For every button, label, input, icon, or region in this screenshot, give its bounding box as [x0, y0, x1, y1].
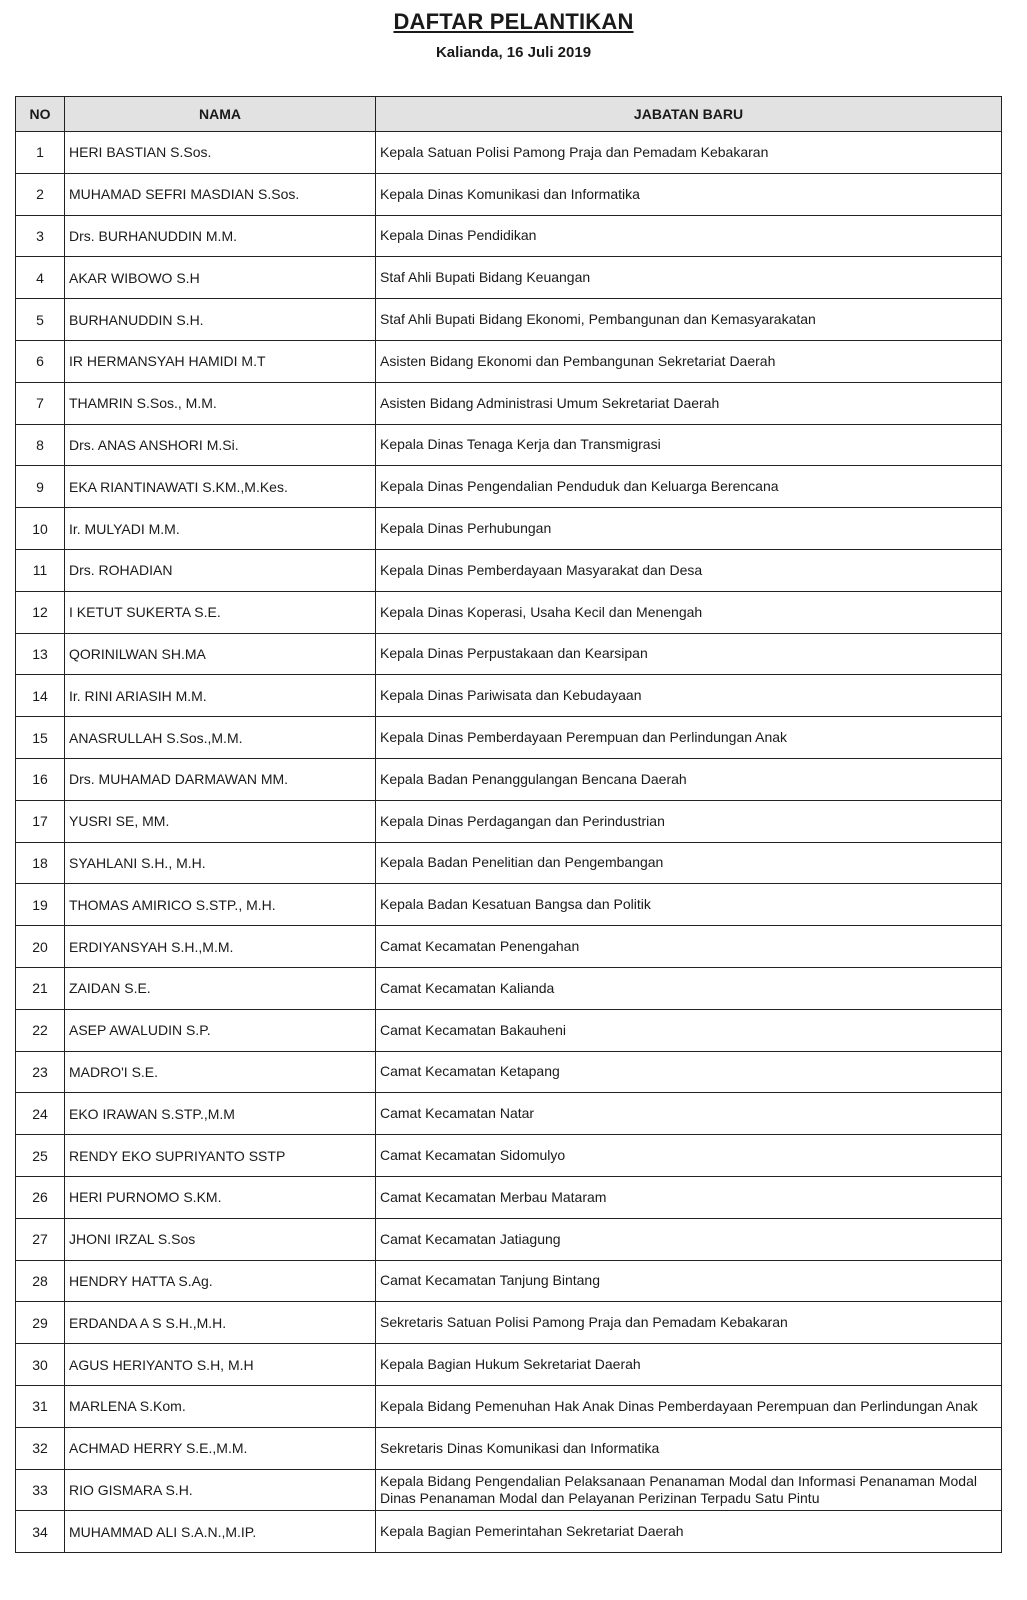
- table-row: [16, 466, 1002, 508]
- table-row: [16, 1385, 1002, 1427]
- row-jabatan: Kepala Satuan Polisi Pamong Praja dan Pemadam Kebakaran: [376, 132, 1002, 174]
- row-jabatan: Camat Kecamatan Penengahan: [376, 926, 1002, 968]
- row-nama: Drs. ROHADIAN: [65, 549, 376, 591]
- row-no: 11: [16, 549, 65, 591]
- header-nama: NAMA: [65, 97, 376, 132]
- row-no: 7: [16, 382, 65, 424]
- table-row: [16, 1093, 1002, 1135]
- row-jabatan: Kepala Dinas Perhubungan: [376, 508, 1002, 550]
- row-no: 19: [16, 884, 65, 926]
- row-jabatan: Kepala Dinas Tenaga Kerja dan Transmigrasi: [376, 424, 1002, 466]
- row-jabatan: Kepala Dinas Pendidikan: [376, 215, 1002, 257]
- row-nama: Drs. BURHANUDDIN M.M.: [65, 215, 376, 257]
- row-nama: JHONI IRZAL S.Sos: [65, 1218, 376, 1260]
- table-row: [16, 1009, 1002, 1051]
- row-nama: RENDY EKO SUPRIYANTO SSTP: [65, 1135, 376, 1177]
- row-nama: ANASRULLAH S.Sos.,M.M.: [65, 717, 376, 759]
- row-no: 33: [16, 1469, 65, 1511]
- row-jabatan: Kepala Bidang Pengendalian Pelaksanaan Penanaman Modal dan Informasi Penanaman Modal Dinas Penanaman Modal dan Pelayanan Perizinan Terpadu Satu Pintu: [376, 1469, 1002, 1511]
- row-no: 26: [16, 1176, 65, 1218]
- row-jabatan: Camat Kecamatan Tanjung Bintang: [376, 1260, 1002, 1302]
- row-no: 32: [16, 1427, 65, 1469]
- table-row: [16, 173, 1002, 215]
- table-row: [16, 1135, 1002, 1177]
- row-jabatan: Camat Kecamatan Sidomulyo: [376, 1135, 1002, 1177]
- row-nama: SYAHLANI S.H., M.H.: [65, 842, 376, 884]
- row-jabatan: Kepala Badan Penelitian dan Pengembangan: [376, 842, 1002, 884]
- row-nama: Ir. RINI ARIASIH M.M.: [65, 675, 376, 717]
- row-no: 12: [16, 591, 65, 633]
- row-no: 29: [16, 1302, 65, 1344]
- row-jabatan: Kepala Bidang Pemenuhan Hak Anak Dinas Pemberdayaan Perempuan dan Perlindungan Anak: [376, 1385, 1002, 1427]
- row-jabatan: Kepala Badan Penanggulangan Bencana Daerah: [376, 758, 1002, 800]
- row-jabatan: Camat Kecamatan Kalianda: [376, 967, 1002, 1009]
- row-jabatan: Kepala Dinas Perdagangan dan Perindustrian: [376, 800, 1002, 842]
- table-body: [16, 132, 1002, 1553]
- table-row: [16, 1427, 1002, 1469]
- row-jabatan: Kepala Bagian Pemerintahan Sekretariat Daerah: [376, 1511, 1002, 1553]
- row-nama: EKA RIANTINAWATI S.KM.,M.Kes.: [65, 466, 376, 508]
- row-jabatan: Camat Kecamatan Jatiagung: [376, 1218, 1002, 1260]
- row-no: 4: [16, 257, 65, 299]
- table-row: [16, 1511, 1002, 1553]
- row-jabatan: Staf Ahli Bupati Bidang Keuangan: [376, 257, 1002, 299]
- table-row: [16, 591, 1002, 633]
- table-header-row: [16, 97, 1002, 132]
- table-row: [16, 926, 1002, 968]
- row-no: 8: [16, 424, 65, 466]
- header-jabatan: JABATAN BARU: [376, 97, 1002, 132]
- row-no: 13: [16, 633, 65, 675]
- row-nama: I KETUT SUKERTA S.E.: [65, 591, 376, 633]
- table-row: [16, 1302, 1002, 1344]
- row-nama: Drs. MUHAMAD DARMAWAN MM.: [65, 758, 376, 800]
- row-nama: ERDIYANSYAH S.H.,M.M.: [65, 926, 376, 968]
- row-no: 17: [16, 800, 65, 842]
- table-row: [16, 549, 1002, 591]
- row-jabatan: Camat Kecamatan Merbau Mataram: [376, 1176, 1002, 1218]
- table-row: [16, 800, 1002, 842]
- table-row: [16, 132, 1002, 174]
- row-nama: RIO GISMARA S.H.: [65, 1469, 376, 1511]
- row-nama: ACHMAD HERRY S.E.,M.M.: [65, 1427, 376, 1469]
- table-row: [16, 1051, 1002, 1093]
- row-no: 28: [16, 1260, 65, 1302]
- row-nama: THOMAS AMIRICO S.STP., M.H.: [65, 884, 376, 926]
- row-jabatan: Sekretaris Satuan Polisi Pamong Praja dan Pemadam Kebakaran: [376, 1302, 1002, 1344]
- row-no: 1: [16, 132, 65, 174]
- row-nama: MUHAMAD SEFRI MASDIAN S.Sos.: [65, 173, 376, 215]
- table-row: [16, 1218, 1002, 1260]
- table-row: [16, 257, 1002, 299]
- row-jabatan: Camat Kecamatan Bakauheni: [376, 1009, 1002, 1051]
- row-nama: THAMRIN S.Sos., M.M.: [65, 382, 376, 424]
- row-jabatan: Kepala Dinas Pariwisata dan Kebudayaan: [376, 675, 1002, 717]
- row-nama: MARLENA S.Kom.: [65, 1385, 376, 1427]
- table-row: [16, 215, 1002, 257]
- row-no: 14: [16, 675, 65, 717]
- header-no: NO: [16, 97, 65, 132]
- row-no: 15: [16, 717, 65, 759]
- row-no: 31: [16, 1385, 65, 1427]
- appointment-table: [15, 96, 1002, 1553]
- row-jabatan: Kepala Badan Kesatuan Bangsa dan Politik: [376, 884, 1002, 926]
- row-nama: Ir. MULYADI M.M.: [65, 508, 376, 550]
- row-nama: HENDRY HATTA S.Ag.: [65, 1260, 376, 1302]
- row-jabatan: Kepala Dinas Pemberdayaan Masyarakat dan Desa: [376, 549, 1002, 591]
- row-jabatan: Kepala Bagian Hukum Sekretariat Daerah: [376, 1344, 1002, 1386]
- row-nama: AGUS HERIYANTO S.H, M.H: [65, 1344, 376, 1386]
- row-no: 5: [16, 299, 65, 341]
- row-jabatan: Sekretaris Dinas Komunikasi dan Informatika: [376, 1427, 1002, 1469]
- row-no: 16: [16, 758, 65, 800]
- row-jabatan: Kepala Dinas Komunikasi dan Informatika: [376, 173, 1002, 215]
- table-row: [16, 758, 1002, 800]
- table-row: [16, 967, 1002, 1009]
- row-jabatan: Camat Kecamatan Ketapang: [376, 1051, 1002, 1093]
- row-no: 25: [16, 1135, 65, 1177]
- table-row: [16, 1469, 1002, 1511]
- document-title: DAFTAR PELANTIKAN: [393, 9, 634, 34]
- row-nama: ERDANDA A S S.H.,M.H.: [65, 1302, 376, 1344]
- row-no: 34: [16, 1511, 65, 1553]
- row-nama: EKO IRAWAN S.STP.,M.M: [65, 1093, 376, 1135]
- row-no: 6: [16, 340, 65, 382]
- table-row: [16, 424, 1002, 466]
- row-no: 22: [16, 1009, 65, 1051]
- row-nama: HERI PURNOMO S.KM.: [65, 1176, 376, 1218]
- row-nama: AKAR WIBOWO S.H: [65, 257, 376, 299]
- row-no: 24: [16, 1093, 65, 1135]
- row-no: 30: [16, 1344, 65, 1386]
- table-row: [16, 633, 1002, 675]
- table-row: [16, 382, 1002, 424]
- table-row: [16, 884, 1002, 926]
- row-nama: QORINILWAN SH.MA: [65, 633, 376, 675]
- row-no: 21: [16, 967, 65, 1009]
- row-nama: ASEP AWALUDIN S.P.: [65, 1009, 376, 1051]
- table-row: [16, 1344, 1002, 1386]
- row-nama: MUHAMMAD ALI S.A.N.,M.IP.: [65, 1511, 376, 1553]
- row-no: 10: [16, 508, 65, 550]
- row-nama: YUSRI SE, MM.: [65, 800, 376, 842]
- row-nama: BURHANUDDIN S.H.: [65, 299, 376, 341]
- row-no: 2: [16, 173, 65, 215]
- row-jabatan: Camat Kecamatan Natar: [376, 1093, 1002, 1135]
- table-row: [16, 675, 1002, 717]
- row-nama: Drs. ANAS ANSHORI M.Si.: [65, 424, 376, 466]
- row-no: 3: [16, 215, 65, 257]
- row-jabatan: Asisten Bidang Administrasi Umum Sekretariat Daerah: [376, 382, 1002, 424]
- table-row: [16, 340, 1002, 382]
- table-row: [16, 1176, 1002, 1218]
- row-no: 27: [16, 1218, 65, 1260]
- row-nama: ZAIDAN S.E.: [65, 967, 376, 1009]
- row-nama: MADRO'I S.E.: [65, 1051, 376, 1093]
- table-row: [16, 508, 1002, 550]
- row-jabatan: Kepala Dinas Pengendalian Penduduk dan Keluarga Berencana: [376, 466, 1002, 508]
- row-nama: IR HERMANSYAH HAMIDI M.T: [65, 340, 376, 382]
- table-row: [16, 1260, 1002, 1302]
- row-jabatan: Kepala Dinas Koperasi, Usaha Kecil dan Menengah: [376, 591, 1002, 633]
- row-jabatan: Staf Ahli Bupati Bidang Ekonomi, Pembangunan dan Kemasyarakatan: [376, 299, 1002, 341]
- row-no: 18: [16, 842, 65, 884]
- table-row: [16, 842, 1002, 884]
- table-row: [16, 717, 1002, 759]
- row-no: 23: [16, 1051, 65, 1093]
- row-jabatan: Kepala Dinas Pemberdayaan Perempuan dan Perlindungan Anak: [376, 717, 1002, 759]
- row-jabatan: Asisten Bidang Ekonomi dan Pembangunan Sekretariat Daerah: [376, 340, 1002, 382]
- document-subtitle: Kalianda, 16 Juli 2019: [435, 44, 592, 61]
- row-nama: HERI BASTIAN S.Sos.: [65, 132, 376, 174]
- table-row: [16, 299, 1002, 341]
- row-jabatan: Kepala Dinas Perpustakaan dan Kearsipan: [376, 633, 1002, 675]
- row-no: 9: [16, 466, 65, 508]
- row-no: 20: [16, 926, 65, 968]
